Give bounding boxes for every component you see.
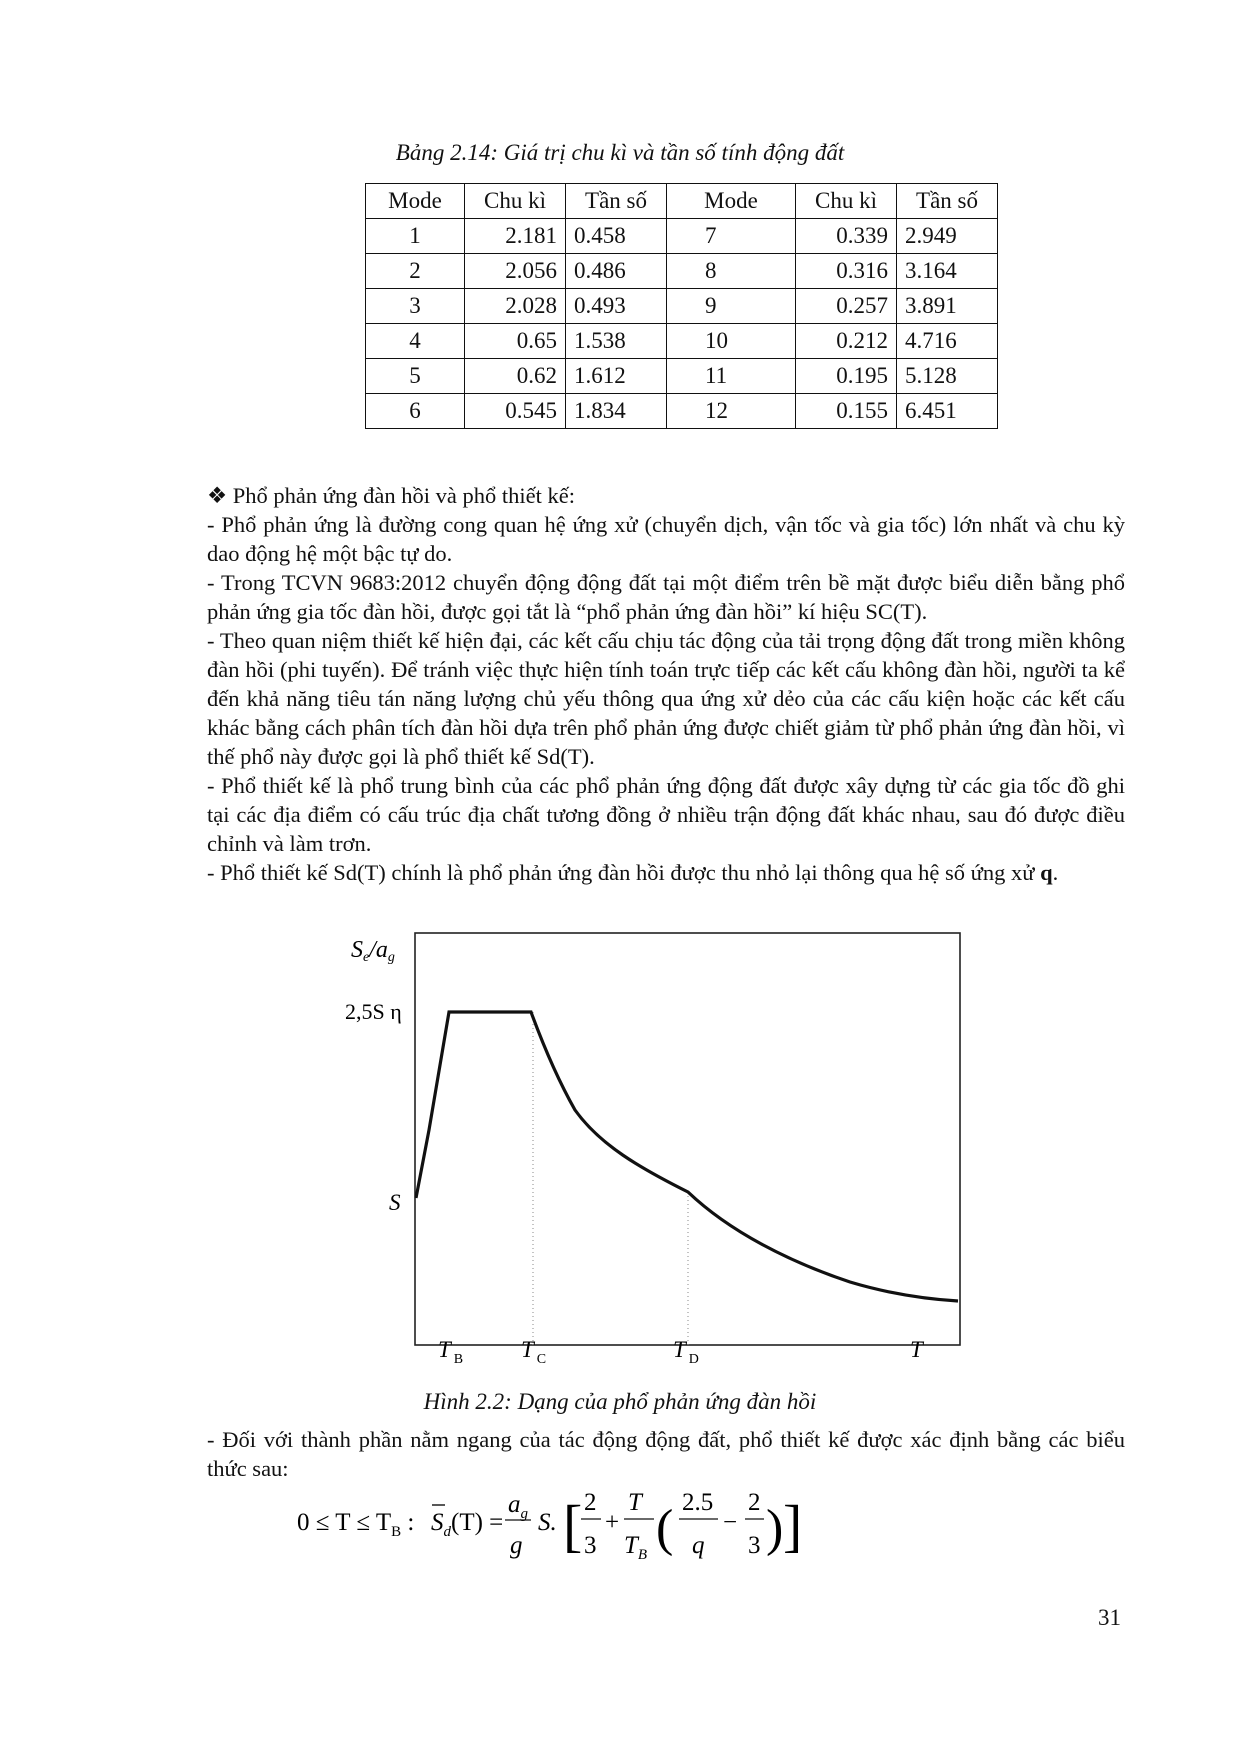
cell-mode-2: 11 <box>667 359 796 394</box>
section-heading-text: Phổ phản ứng đàn hồi và phổ thiết kế: <box>232 483 575 508</box>
cell-tan-so-2: 3.891 <box>897 289 998 324</box>
frac3-num: 2 <box>748 1489 761 1516</box>
left-bracket: [ <box>563 1493 583 1558</box>
cell-tan-so: 0.486 <box>566 254 667 289</box>
cell-chu-ki: 2.028 <box>465 289 566 324</box>
t-den: $T_B$ <box>624 1532 648 1563</box>
cell-chu-ki: 0.62 <box>465 359 566 394</box>
cell-mode: 6 <box>366 394 465 429</box>
frac3-den: 3 <box>748 1532 761 1559</box>
cell-chu-ki: 2.181 <box>465 219 566 254</box>
paragraph: - Phổ thiết kế là phổ trung bình của các phổ phản ứng động đất được xây dựng từ các gia tốc đồ ghi tại các địa điểm có cấu trúc địa chất tương đồng ở nhiều trận động đất khác nhau, sau đó được điều chỉnh và làm trơn. <box>207 773 1125 856</box>
cell-chu-ki: 0.545 <box>465 394 566 429</box>
frac2-num: 2.5 <box>682 1489 714 1516</box>
cell-mode: 1 <box>366 219 465 254</box>
plus-sign: + <box>605 1509 620 1536</box>
cell-mode: 3 <box>366 289 465 324</box>
header-tan-so: Tần số <box>566 184 667 219</box>
cell-mode-2: 8 <box>667 254 796 289</box>
cell-chu-ki-2: 0.316 <box>796 254 897 289</box>
cell-tan-so: 1.538 <box>566 324 667 359</box>
t-num: T <box>628 1489 642 1516</box>
s-label: S <box>389 1190 401 1215</box>
ag-numerator: $a_g$ <box>508 1491 528 1522</box>
cell-mode: 5 <box>366 359 465 394</box>
paragraph: - Trong TCVN 9683:2012 chuyển động động đất tại một điểm trên bề mặt được biểu diễn bằng phổ phản ứng gia tốc đàn hồi, được gọi tắt là “phổ phản ứng đàn hồi” kí hiệu SC(T). <box>207 570 1125 624</box>
cell-tan-so: 1.834 <box>566 394 667 429</box>
tb-label: T $_B$ <box>438 1337 464 1367</box>
header-mode-2: Mode <box>667 184 796 219</box>
paragraph: - Đối với thành phần nằm ngang của tác động động đất, phổ thiết kế được xác định bằng các biểu thức sau: <box>207 1427 1125 1481</box>
formula-lhs: $S_d(T)$ = <box>431 1509 504 1540</box>
cell-mode-2: 9 <box>667 289 796 324</box>
cell-mode: 4 <box>366 324 465 359</box>
cell-tan-so-2: 5.128 <box>897 359 998 394</box>
cell-tan-so: 0.458 <box>566 219 667 254</box>
cell-chu-ki: 0.65 <box>465 324 566 359</box>
t-axis-label: T <box>910 1337 923 1362</box>
header-mode: Mode <box>366 184 465 219</box>
formula-condition: $0 \le T \le T_B$ : <box>297 1509 415 1540</box>
cell-chu-ki-2: 0.195 <box>796 359 897 394</box>
ag-denominator: g <box>510 1532 523 1559</box>
td-label: T $_D$ <box>673 1337 699 1367</box>
cell-mode-2: 7 <box>667 219 796 254</box>
cell-chu-ki-2: 0.212 <box>796 324 897 359</box>
page-number: 31 <box>1098 1605 1121 1630</box>
diamond-bullet-icon: ❖ <box>207 483 228 508</box>
minus-sign: − <box>723 1509 738 1536</box>
left-paren: ( <box>656 1500 674 1557</box>
paragraph-text: - Phổ thiết kế Sd(T) chính là phổ phản ứng đàn hồi được thu nhỏ lại thông qua hệ số ứng xử <box>207 860 1035 885</box>
cell-tan-so-2: 6.451 <box>897 394 998 429</box>
cell-tan-so: 1.612 <box>566 359 667 394</box>
cell-tan-so-2: 2.949 <box>897 219 998 254</box>
y-axis-label: Se/ag <box>351 937 395 965</box>
paragraph: - Phổ phản ứng là đường cong quan hệ ứng xử (chuyển dịch, vận tốc và gia tốc) lớn nhất và chu kỳ dao động hệ một bậc tự do. <box>207 512 1125 566</box>
frac1-den: 3 <box>584 1532 597 1559</box>
cell-chu-ki-2: 0.339 <box>796 219 897 254</box>
cell-mode-2: 12 <box>667 394 796 429</box>
frac2-den: q <box>692 1532 705 1559</box>
behaviour-factor-q: q <box>1040 860 1053 885</box>
right-paren: ) <box>766 1500 784 1557</box>
header-chu-ki-2: Chu kì <box>796 184 897 219</box>
header-tan-so-2: Tần số <box>897 184 998 219</box>
right-bracket: ] <box>783 1493 803 1558</box>
paragraph: - Theo quan niệm thiết kế hiện đại, các kết cấu chịu tác động của tải trọng động đất trong miền không đàn hồi (phi tuyến). Để tránh việc thực hiện tính toán trực tiếp các kết cấu không đàn hồi, người ta kể đến khả năng tiêu tán năng lượng chủ yếu thông qua ứng xử dẻo của các cấu kiện hoặc các kết cấu khác bằng cách phân tích đàn hồi dựa trên phổ phản ứng được chiết giảm từ phổ phản ứng đàn hồi, vì thế phổ này được gọi là phổ thiết kế Sd(T). <box>207 628 1125 769</box>
period: . <box>1052 860 1059 885</box>
frac1-num: 2 <box>584 1489 597 1516</box>
cell-mode-2: 10 <box>667 324 796 359</box>
cell-tan-so-2: 3.164 <box>897 254 998 289</box>
s-factor: S. <box>538 1509 557 1536</box>
cell-chu-ki-2: 0.257 <box>796 289 897 324</box>
cell-chu-ki: 2.056 <box>465 254 566 289</box>
header-chu-ki: Chu kì <box>465 184 566 219</box>
figure-caption: Hình 2.2: Dạng của phổ phản ứng đàn hồi <box>423 1389 817 1414</box>
cell-mode: 2 <box>366 254 465 289</box>
cell-tan-so: 0.493 <box>566 289 667 324</box>
cell-tan-so-2: 4.716 <box>897 324 998 359</box>
plateau-label: 2,5S η <box>345 999 402 1024</box>
cell-chu-ki-2: 0.155 <box>796 394 897 429</box>
table-caption: Bảng 2.14: Giá trị chu kì và tần số tính động đất <box>395 140 845 165</box>
tc-label: T $_C$ <box>521 1337 547 1367</box>
